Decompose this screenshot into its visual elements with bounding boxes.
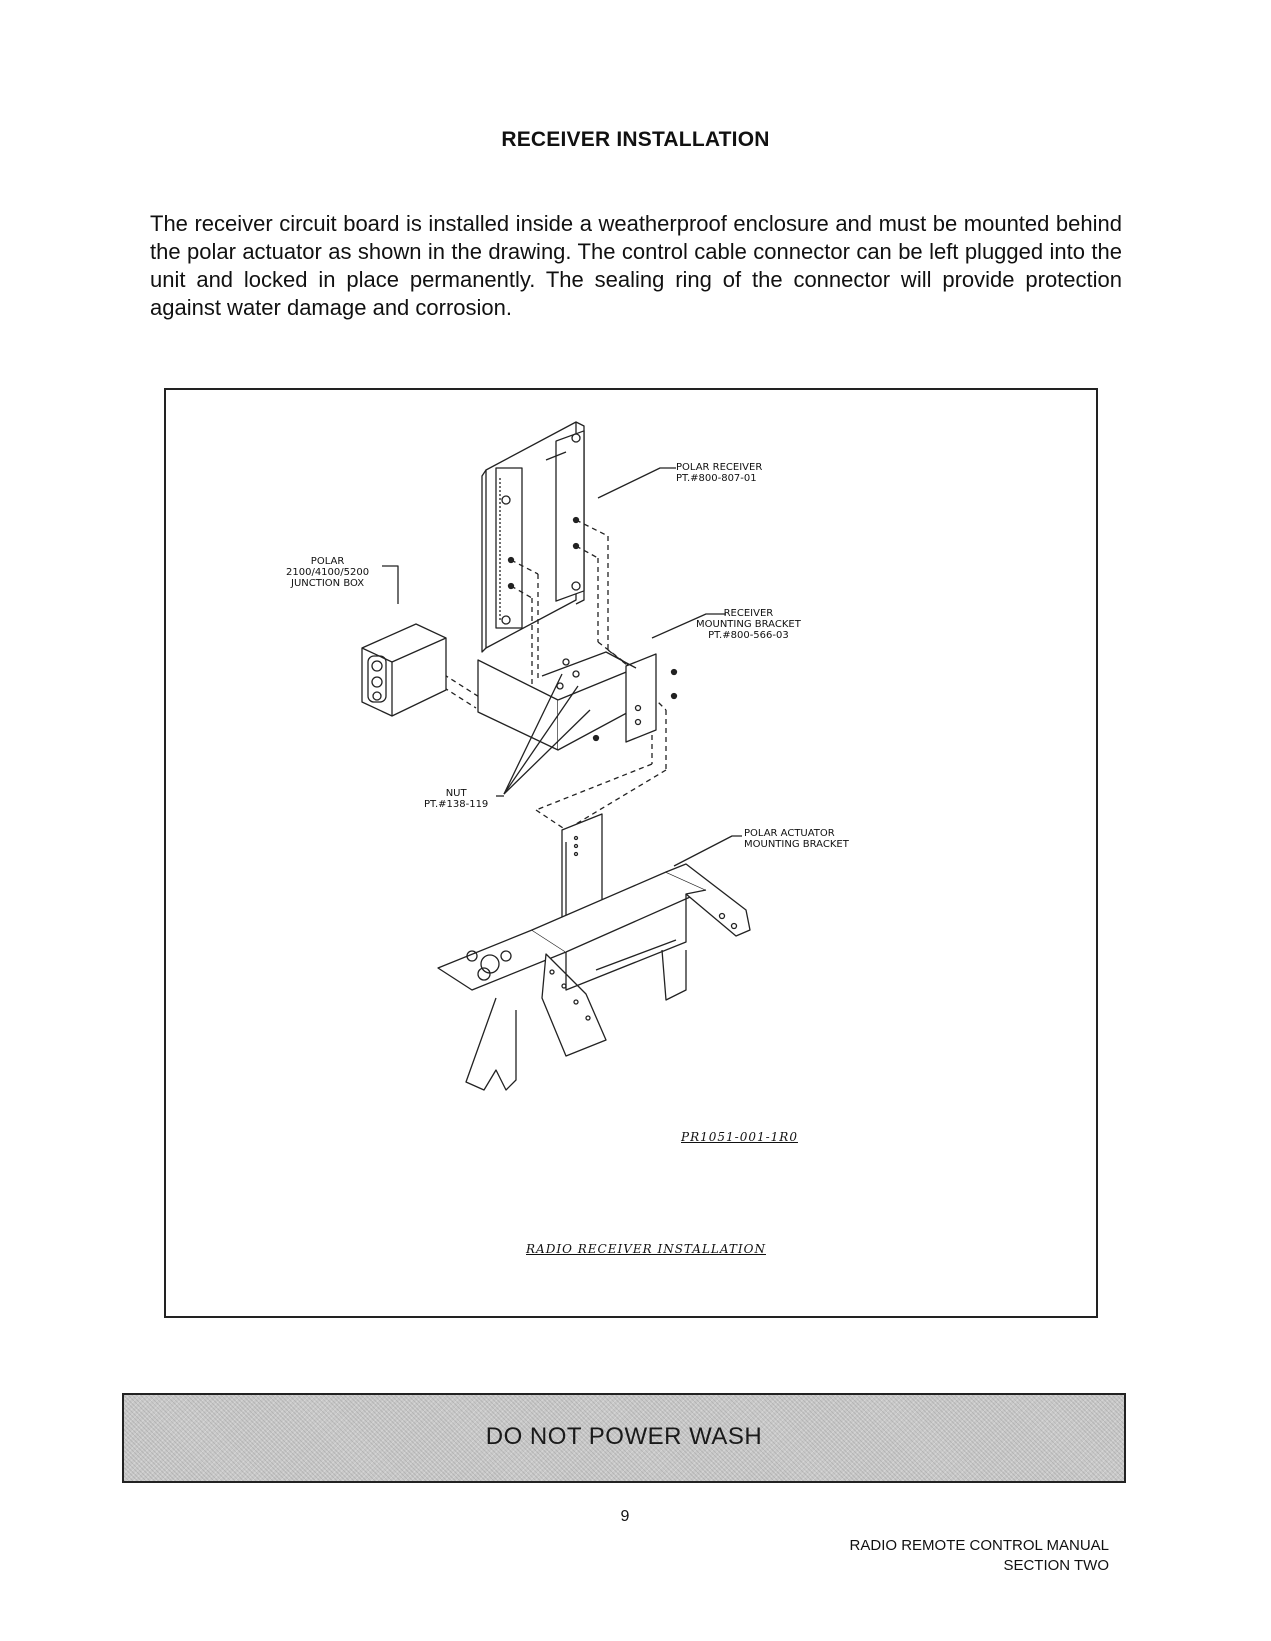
footer-manual-title: RADIO REMOTE CONTROL MANUAL [849,1537,1109,1554]
label-polar-receiver: POLAR RECEIVER PT.#800-807-01 [676,462,763,484]
footer [850,1536,1109,1576]
junction-box-drawing [362,624,446,716]
label-junction-box: POLAR 2100/4100/5200 JUNCTION BOX [286,556,370,589]
label-nut: NUT PT.#138-119 [424,788,489,810]
page-number: 9 [620,1508,630,1525]
label-mounting-bracket: RECEIVER MOUNTING BRACKET PT.#800-566-03 [696,608,801,641]
warning-text: DO NOT POWER WASH [485,1423,763,1450]
polar-receiver-drawing [482,422,584,652]
page-title: RECEIVER INSTALLATION [501,128,770,151]
installation-drawing [166,390,1096,1316]
label-actuator-bracket: POLAR ACTUATOR MOUNTING BRACKET [744,828,849,850]
actuator-mounting-bracket-drawing [438,814,750,1090]
drawing-number: PR1051-001-1R0 [681,1130,798,1144]
figure-caption: RADIO RECEIVER INSTALLATION [526,1242,766,1256]
installation-figure [164,388,1098,1318]
footer-section: SECTION TWO [1003,1557,1109,1574]
warning-banner [122,1393,1126,1483]
intro-paragraph: The receiver circuit board is installed inside a weatherproof enclosure and must be mounted behind the polar actuator as shown in the drawing. The control cable connector can be left plugged into the unit and locked in place permanently. The sealing ring of the connector will provide protection against water damage and corrosion. [150,211,1122,320]
